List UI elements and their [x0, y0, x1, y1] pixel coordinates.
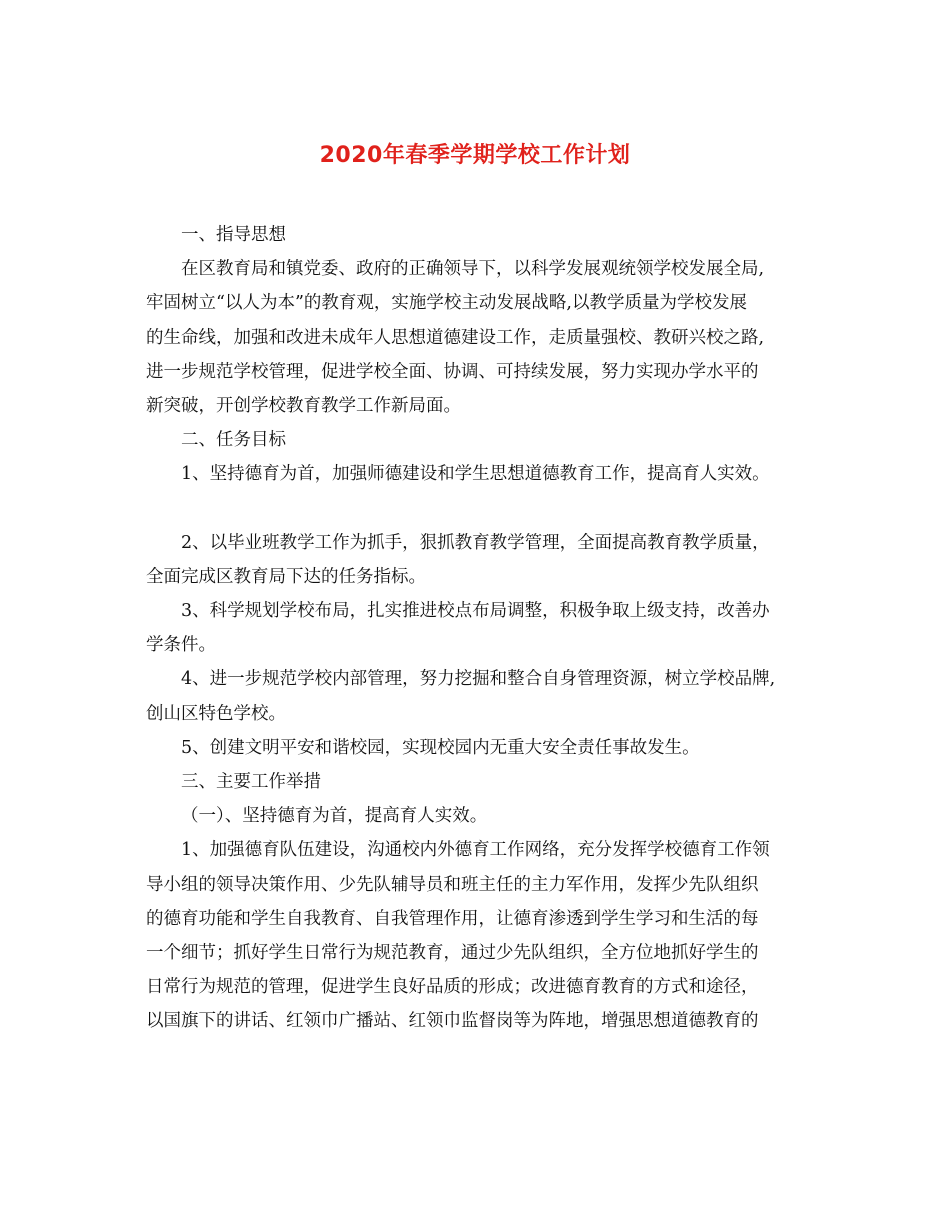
paragraph-line: 的生命线，加强和改进未成年人思想道德建设工作，走质量强校、教研兴校之路, — [146, 327, 765, 348]
paragraph-line: 2、以毕业班教学工作为抓手，狠抓教育教学管理，全面提高教育教学质量， — [181, 532, 770, 553]
paragraph-line: 5、创建文明平安和谐校园，实现校园内无重大安全责任事故发生。 — [181, 737, 700, 758]
paragraph-line: 3、科学规划学校布局，扎实推进校点布局调整，积极争取上级支持，改善办 — [181, 601, 770, 622]
paragraph-line: 1、加强德育队伍建设，沟通校内外德育工作网络，充分发挥学校德育工作领 — [181, 840, 770, 861]
paragraph-line: 4、进一步规范学校内部管理，努力挖掘和整合自身管理资源，树立学校品牌, — [181, 669, 776, 690]
paragraph-line: 学条件。 — [146, 635, 216, 656]
paragraph-line: 1、坚持德育为首，加强师德建设和学生思想道德教育工作，提高育人实效。 — [181, 464, 770, 485]
paragraph-line: 进一步规范学校管理，促进学校全面、协调、可持续发展，努力实现办学水平的 — [146, 361, 759, 382]
document-body — [146, 218, 806, 1039]
blank-line — [146, 492, 806, 526]
paragraph-line: 新突破，开创学校教育教学工作新局面。 — [146, 396, 461, 417]
paragraph-line: 导小组的领导决策作用、少先队辅导员和班主任的主力军作用，发挥少先队组织 — [146, 874, 759, 895]
paragraph-line: 日常行为规范的管理，促进学生良好品质的形成；改进德育教育的方式和途径， — [146, 977, 759, 998]
paragraph-line: 牢固树立“以人为本”的教育观，实施学校主动发展战略,以教学质量为学校发展 — [146, 293, 747, 314]
section-heading: 一、指导思想 — [181, 225, 286, 245]
section-heading: 三、主要工作举措 — [181, 772, 321, 793]
paragraph-line: 在区教育局和镇党委、政府的正确领导下，以科学发展观统领学校发展全局, — [181, 259, 765, 280]
paragraph-line: 创山区特色学校。 — [146, 703, 286, 724]
paragraph-line: 全面完成区教育局下达的任务指标。 — [146, 566, 426, 587]
page-title: 2020年春季学期学校工作计划 — [319, 143, 631, 168]
section-heading: 二、任务目标 — [181, 430, 286, 451]
paragraph-line: 一个细节；抓好学生日常行为规范教育，通过少先队组织，全方位地抓好学生的 — [146, 943, 759, 964]
paragraph-line: 的德育功能和学生自我教育、自我管理作用，让德育渗透到学生学习和生活的每 — [146, 908, 759, 929]
paragraph-line: 以国旗下的讲话、红领巾广播站、红领巾监督岗等为阵地，增强思想道德教育的 — [146, 1011, 759, 1032]
subsection-heading: （一）、坚持德育为首，提高育人实效。 — [181, 806, 488, 827]
